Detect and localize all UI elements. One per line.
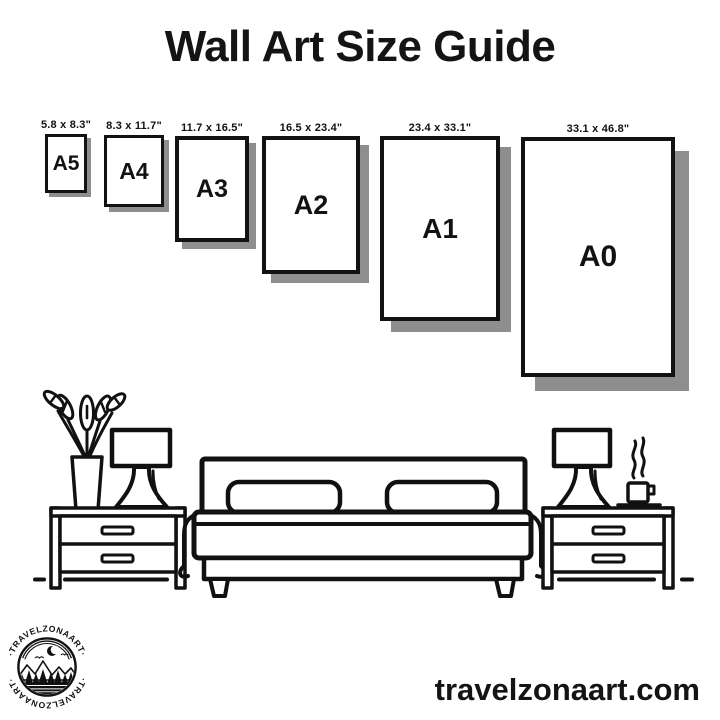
frame-a0-dimensions: 33.1 x 46.8" bbox=[566, 123, 630, 135]
bed-with-two-pillows bbox=[180, 459, 545, 596]
brand-logo bbox=[2, 622, 92, 712]
frame-a1-dimensions: 23.4 x 33.1" bbox=[408, 122, 472, 134]
bedroom-line-art-scene bbox=[28, 385, 698, 600]
table-lamp-right bbox=[554, 430, 610, 507]
drawer-handle bbox=[593, 527, 624, 534]
frame-a3 bbox=[175, 122, 249, 242]
frame-a2-dimensions: 16.5 x 23.4" bbox=[279, 122, 343, 134]
frame-a4-label: A4 bbox=[119, 157, 149, 184]
logo-text-top: ·TRAVELZONAART· bbox=[5, 623, 89, 658]
frame-a3-label: A3 bbox=[196, 174, 228, 203]
logo-text-bottom: ·TRAVELZONAART· bbox=[5, 676, 89, 711]
steam-icon bbox=[642, 438, 644, 476]
bed-leg bbox=[210, 579, 228, 596]
frame-a5-dimensions: 5.8 x 8.3" bbox=[40, 119, 92, 131]
nightstand-left bbox=[51, 508, 185, 588]
frame-a4-dimensions: 8.3 x 11.7" bbox=[106, 120, 162, 132]
frame-a5 bbox=[40, 119, 92, 193]
table-lamp-left bbox=[112, 430, 170, 507]
pillow-right bbox=[387, 482, 497, 513]
frame-a5-label: A5 bbox=[52, 151, 80, 175]
coffee-cup bbox=[618, 438, 660, 505]
nightstand-right bbox=[543, 508, 673, 588]
pillow-left bbox=[228, 482, 340, 513]
frame-a2-label: A2 bbox=[293, 189, 329, 220]
frame-a2 bbox=[262, 122, 360, 274]
bed-leg bbox=[496, 579, 514, 596]
frame-a1-label: A1 bbox=[422, 212, 458, 244]
frame-a4 bbox=[104, 120, 164, 207]
frame-a0-label: A0 bbox=[578, 240, 618, 273]
steam-icon bbox=[633, 441, 636, 478]
drawer-handle bbox=[102, 527, 133, 534]
frame-a0 bbox=[521, 123, 675, 377]
drawer-handle bbox=[102, 555, 133, 562]
mattress bbox=[194, 512, 531, 558]
drawer-handle bbox=[593, 555, 624, 562]
frame-a1 bbox=[380, 122, 500, 321]
frame-a3-dimensions: 11.7 x 16.5" bbox=[180, 122, 244, 134]
website-url: travelzonaart.com bbox=[434, 672, 700, 707]
page-title: Wall Art Size Guide bbox=[164, 22, 556, 71]
bed-base bbox=[204, 558, 522, 579]
